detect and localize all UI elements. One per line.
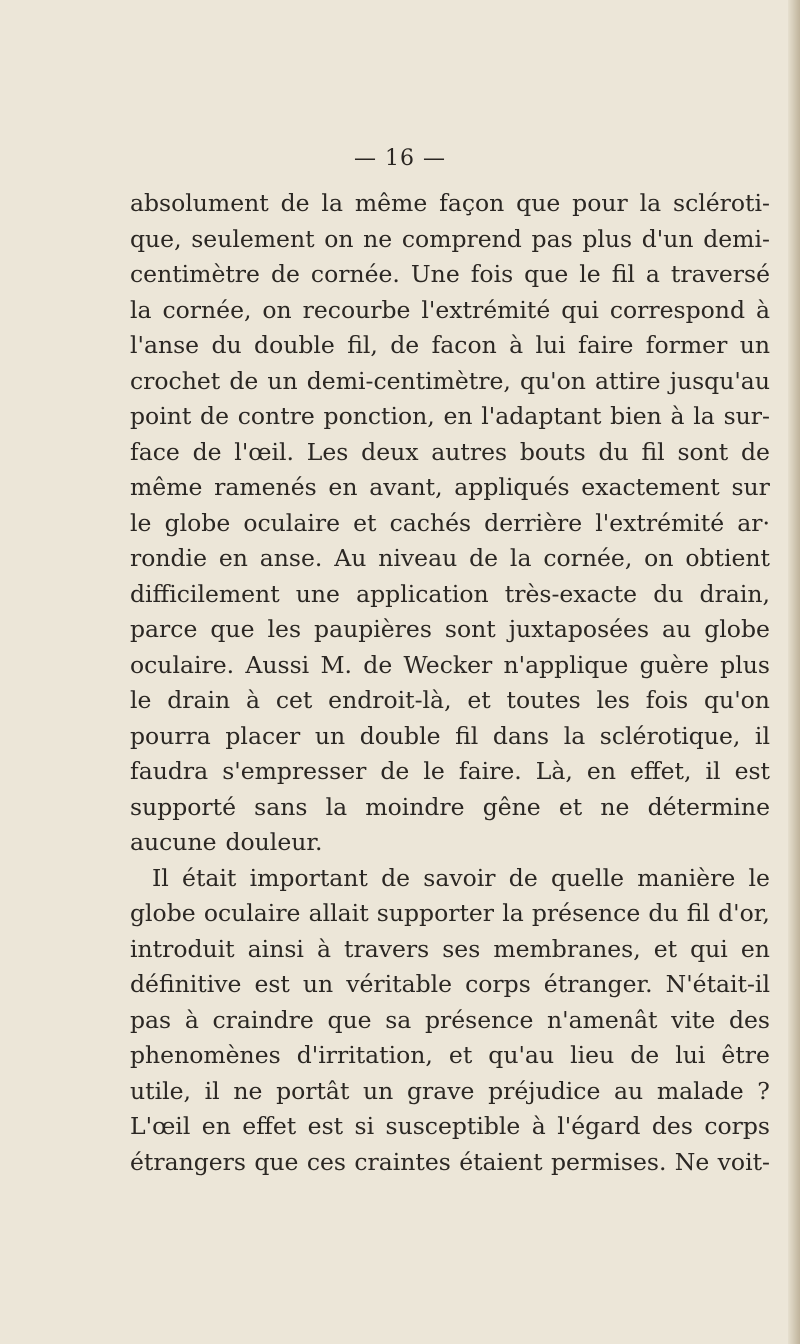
text-line: absolument de la même façon que pour la scléroti- [130, 189, 770, 217]
text-line: L'œil en effet est si susceptible à l'égard des corps [130, 1112, 770, 1140]
text-line: face de l'œil. Les deux autres bouts du fil sont de [130, 437, 770, 466]
text-line: utile, il ne portât un grave préjudice au malade ? [130, 1076, 770, 1105]
page-number: — 16 — [354, 146, 446, 171]
text-line: centimètre de cornée. Une fois que le fil a traversé [130, 260, 770, 288]
text-line: le drain à cet endroit-là, et toutes les fois qu'on [130, 686, 770, 714]
body-text [130, 186, 770, 1180]
text-line: même ramenés en avant, appliqués exactement sur [130, 473, 770, 501]
text-line: globe oculaire allait supporter la présence du fil d'or, [130, 899, 770, 927]
text-line: rondie en anse. Au niveau de la cornée, on obtient [130, 544, 770, 572]
text-line: crochet de un demi-centimètre, qu'on attire jusqu'au [130, 366, 770, 395]
text-line: introduit ainsi à travers ses membranes, et qui en [130, 934, 770, 963]
text-line: la cornée, on recourbe l'extrémité qui correspond à [130, 295, 770, 324]
page-edge-shadow [788, 0, 800, 1344]
text-line: parce que les paupières sont juxtaposées au globe [130, 615, 770, 643]
text-line: point de contre ponction, en l'adaptant bien à la sur- [130, 402, 770, 430]
text-line: le globe oculaire et cachés derrière l'extrémité ar· [130, 508, 770, 537]
text-line: faudra s'empresser de le faire. Là, en effet, il est [130, 757, 770, 785]
text-line: l'anse du double fil, de facon à lui faire former un [130, 331, 770, 359]
text-line: définitive est un véritable corps étranger. N'était-il [130, 970, 770, 998]
text-line: phenomènes d'irritation, et qu'au lieu de lui être [130, 1041, 770, 1069]
text-line: difficilement une application très-exacte du drain, [130, 579, 770, 608]
text-line: que, seulement on ne comprend pas plus d'un demi- [130, 224, 770, 253]
text-line: supporté sans la moindre gêne et ne détermine [130, 792, 770, 821]
text-line: pas à craindre que sa présence n'amenât vite des [130, 1005, 770, 1034]
text-line: oculaire. Aussi M. de Wecker n'applique guère plus [130, 650, 770, 679]
text-line: aucune douleur. [130, 828, 323, 856]
text-line: pourra placer un double fil dans la sclérotique, il [130, 721, 770, 750]
text-line: Il était important de savoir de quelle manière le [152, 863, 770, 892]
text-line: étrangers que ces craintes étaient permises. Ne voit- [130, 1147, 770, 1176]
